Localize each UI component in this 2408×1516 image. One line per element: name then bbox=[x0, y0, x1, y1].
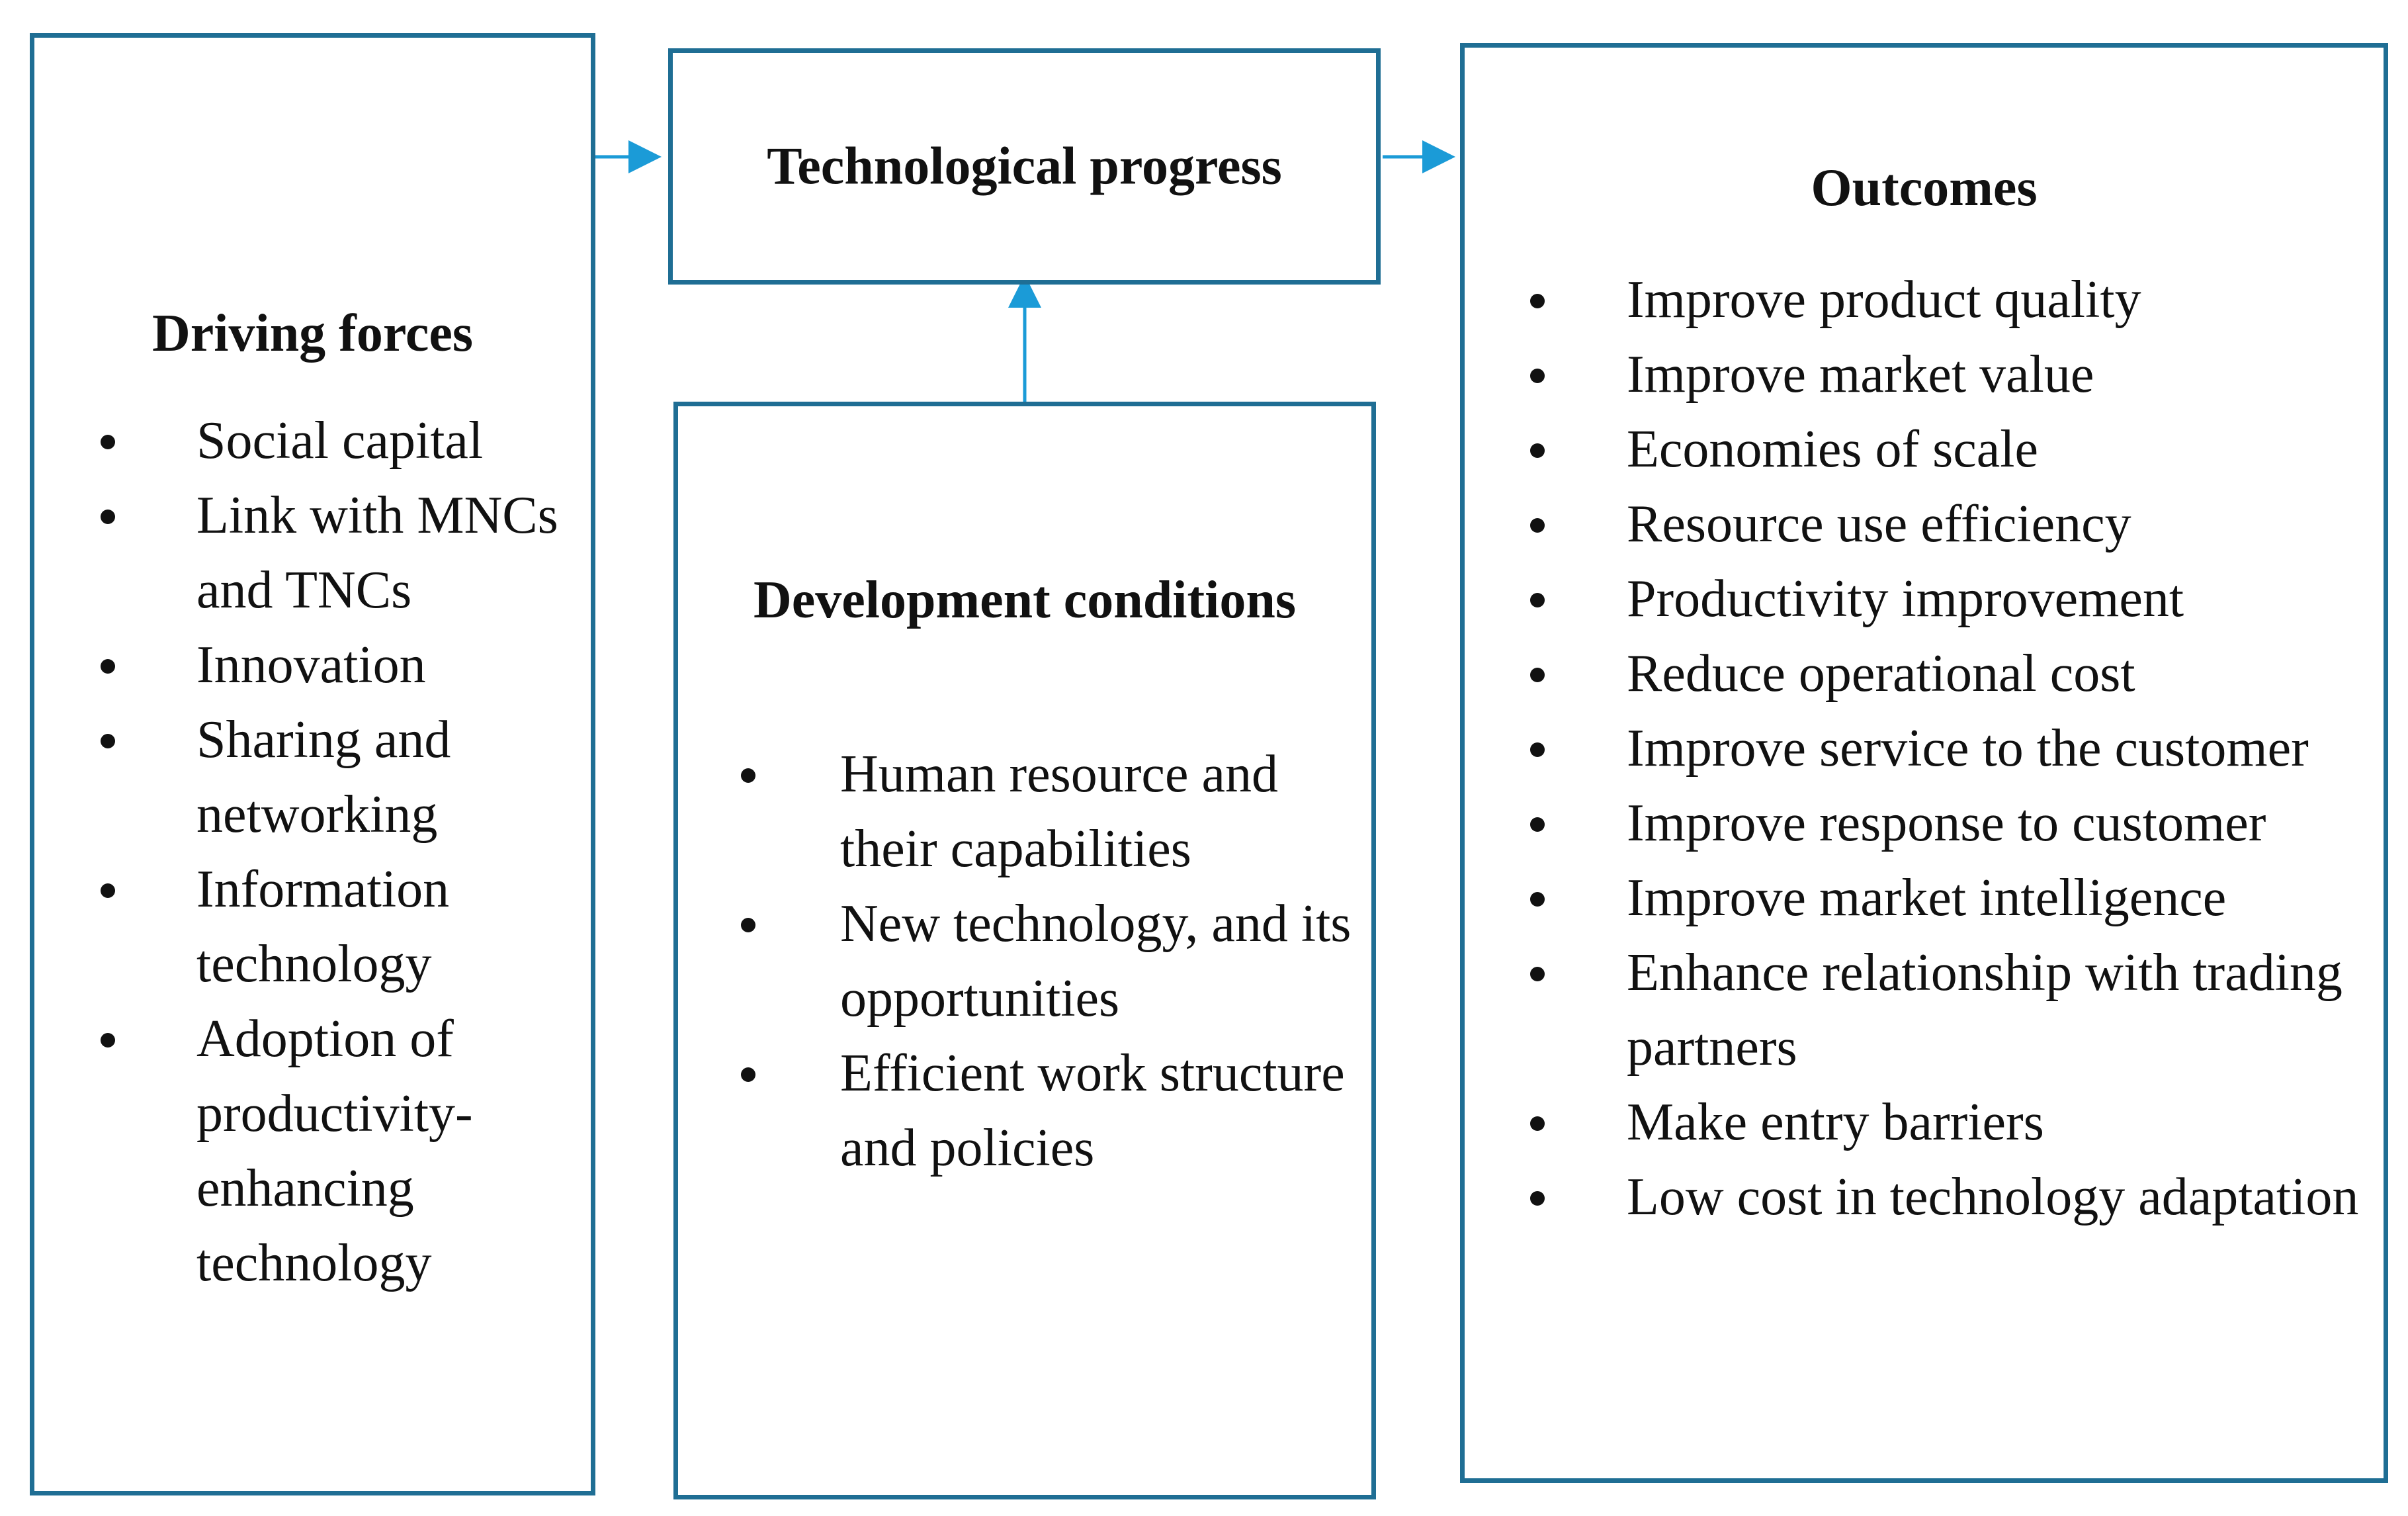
bullet-icon bbox=[1530, 1116, 1545, 1131]
outcomes-title: Outcomes bbox=[1811, 159, 2038, 217]
driving-force-item bbox=[196, 1002, 587, 1301]
driving-force-item bbox=[196, 404, 587, 478]
bullet-icon bbox=[741, 1067, 755, 1082]
bullet-icon bbox=[1530, 369, 1545, 383]
outcome-item-text: Improve market intelligence bbox=[1627, 869, 2227, 927]
bullet-icon bbox=[101, 510, 115, 524]
outcome-item bbox=[1627, 337, 2381, 412]
bullet-icon bbox=[1530, 668, 1545, 682]
bullet-icon bbox=[1530, 817, 1545, 832]
development-conditions-title-text: Development conditions bbox=[753, 571, 1296, 629]
driving-force-item bbox=[196, 703, 587, 852]
bullet-icon bbox=[101, 1033, 115, 1048]
development-condition-item-text: New technology, and its opportunities bbox=[840, 895, 1352, 1028]
outcome-item bbox=[1627, 1085, 2381, 1160]
driving-force-item-text: Adoption of productivity-enhancing technology bbox=[196, 1010, 473, 1292]
outcome-item-text: Productivity improvement bbox=[1627, 570, 2184, 628]
technological-progress-box bbox=[668, 48, 1381, 285]
outcome-item bbox=[1627, 1160, 2381, 1235]
driving-forces-box bbox=[30, 33, 595, 1495]
arrow-tech-to-outcomes bbox=[1383, 140, 1455, 173]
bullet-icon bbox=[1530, 518, 1545, 533]
outcome-item-text: Reduce operational cost bbox=[1627, 645, 2135, 703]
outcome-item-text: Enhance relationship with trading partners bbox=[1627, 944, 2343, 1077]
outcomes-list bbox=[1627, 263, 2381, 1235]
development-condition-item bbox=[840, 887, 1363, 1036]
development-condition-item bbox=[840, 1036, 1363, 1186]
bullet-icon bbox=[1530, 742, 1545, 757]
driving-force-item-text: Social capital bbox=[196, 412, 484, 470]
driving-force-item-text: Information technology bbox=[196, 860, 450, 993]
driving-force-item bbox=[196, 852, 587, 1002]
bullet-icon bbox=[741, 918, 755, 932]
technological-progress-title: Technological progress bbox=[767, 137, 1282, 195]
bullet-icon bbox=[1530, 1191, 1545, 1206]
outcome-item-text: Improve service to the customer bbox=[1627, 719, 2309, 778]
arrow-driving-to-tech bbox=[595, 140, 662, 173]
bullet-icon bbox=[101, 659, 115, 674]
outcomes-box bbox=[1460, 43, 2388, 1483]
arrow-dev-to-tech bbox=[1008, 275, 1041, 402]
outcome-item bbox=[1627, 487, 2381, 562]
bullet-icon bbox=[1530, 967, 1545, 981]
development-conditions-list bbox=[840, 737, 1363, 1186]
outcome-item-text: Resource use efficiency bbox=[1627, 495, 2131, 553]
bullet-icon bbox=[101, 435, 115, 449]
outcome-item-text: Improve response to customer bbox=[1627, 794, 2266, 852]
driving-force-item-text: Link with MNCs and TNCs bbox=[196, 486, 558, 619]
outcome-item-text: Low cost in technology adaptation bbox=[1627, 1168, 2359, 1226]
outcome-item bbox=[1627, 412, 2381, 487]
driving-force-item-text: Innovation bbox=[196, 636, 426, 694]
development-condition-item bbox=[840, 737, 1363, 887]
outcome-item-text: Improve product quality bbox=[1627, 271, 2141, 329]
development-conditions-box bbox=[673, 402, 1376, 1499]
development-condition-item-text: Efficient work structure and policies bbox=[840, 1044, 1345, 1177]
bullet-icon bbox=[741, 768, 755, 783]
bullet-icon bbox=[101, 734, 115, 748]
driving-forces-title: Driving forces bbox=[151, 304, 474, 363]
outcome-item bbox=[1627, 711, 2381, 786]
outcome-item-text: Make entry barriers bbox=[1627, 1093, 2044, 1151]
outcome-item-text: Economies of scale bbox=[1627, 420, 2038, 478]
outcome-item bbox=[1627, 786, 2381, 861]
outcome-item bbox=[1627, 562, 2381, 637]
development-condition-item-text: Human resource and their capabilities bbox=[840, 745, 1278, 878]
driving-force-item bbox=[196, 478, 587, 628]
bullet-icon bbox=[1530, 294, 1545, 308]
bullet-icon bbox=[1530, 892, 1545, 907]
bullet-icon bbox=[1530, 443, 1545, 458]
development-conditions-title bbox=[678, 563, 1371, 638]
outcome-item bbox=[1627, 936, 2381, 1085]
outcome-item-text: Improve market value bbox=[1627, 345, 2094, 404]
outcome-item bbox=[1627, 263, 2381, 337]
bullet-icon bbox=[1530, 593, 1545, 607]
bullet-icon bbox=[101, 883, 115, 898]
driving-forces-list bbox=[196, 404, 587, 1301]
driving-force-item bbox=[196, 628, 587, 703]
driving-force-item-text: Sharing and networking bbox=[196, 711, 451, 844]
outcome-item bbox=[1627, 637, 2381, 711]
outcome-item bbox=[1627, 861, 2381, 936]
